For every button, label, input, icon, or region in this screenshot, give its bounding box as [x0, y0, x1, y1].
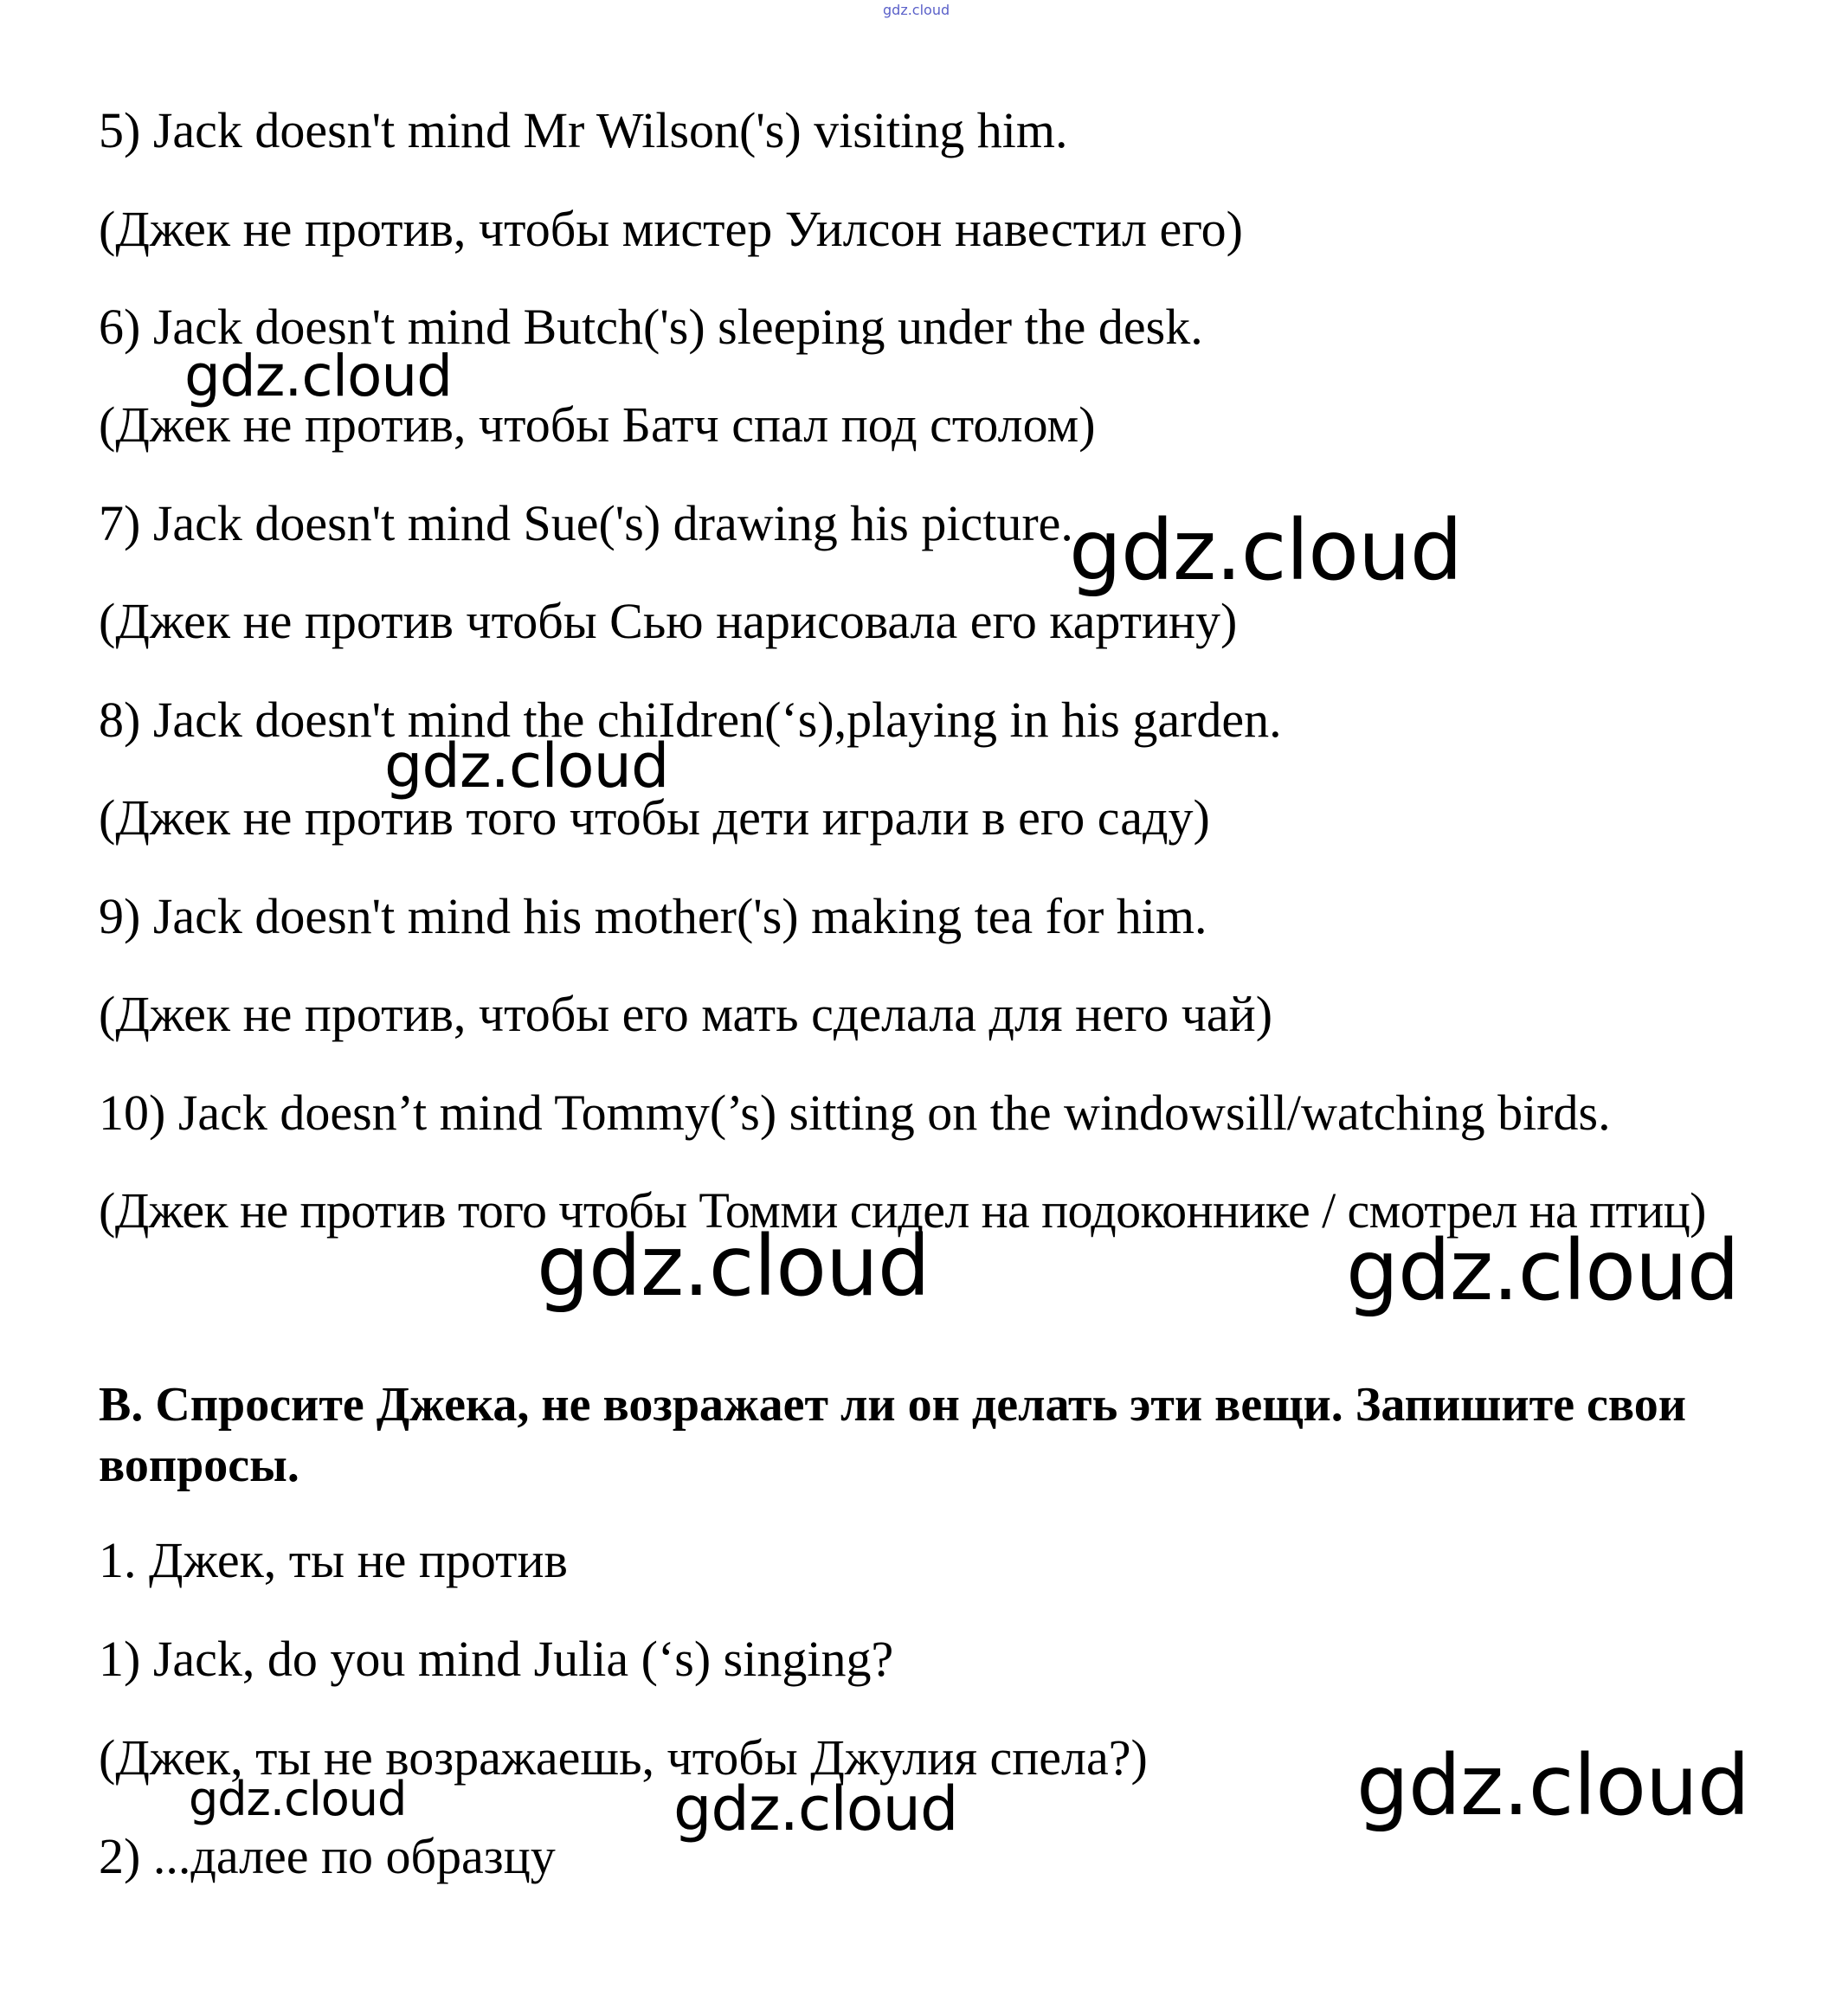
watermark-2: gdz.cloud — [1069, 502, 1462, 599]
watermark-5: gdz.cloud — [1346, 1222, 1739, 1319]
answer-7-english: 7) Jack doesn't mind Sue('s) drawing his picture. — [99, 495, 1073, 551]
answer-9-russian: (Джек не против, чтобы его мать сделала для него чай) — [99, 986, 1273, 1042]
section-b-continuation: 2) ...далее по образцу — [99, 1828, 556, 1884]
watermark-1: gdz.cloud — [184, 343, 453, 409]
answer-8-russian: (Джек не против того чтобы дети играли в его саду) — [99, 789, 1210, 846]
watermark-8: gdz.cloud — [1356, 1737, 1749, 1834]
section-b-intro: 1. Джек, ты не против — [99, 1532, 568, 1588]
section-b-example-russian: (Джек, ты не возражаешь, чтобы Джулия спела?) — [99, 1729, 1148, 1786]
answer-10-russian: (Джек не против того чтобы Томми сидел на подоконнике / смотрел на птиц) — [99, 1182, 1706, 1239]
answer-7-russian: (Джек не против чтобы Сью нарисовала его картину) — [99, 593, 1238, 649]
answer-9-english: 9) Jack doesn't mind his mother('s) making tea for him. — [99, 888, 1207, 944]
watermark-top: gdz.cloud — [883, 2, 950, 18]
answer-5-russian: (Джек не против, чтобы мистер Уилсон навестил его) — [99, 201, 1243, 257]
watermark-7: gdz.cloud — [673, 1773, 958, 1844]
answer-8-english: 8) Jack doesn't mind the chiIdren(‘s),playing in his garden. — [99, 692, 1282, 748]
answer-5-english: 5) Jack doesn't mind Mr Wilson('s) visiting him. — [99, 102, 1068, 158]
watermark-3: gdz.cloud — [384, 731, 669, 801]
watermark-6: gdz.cloud — [189, 1772, 407, 1826]
section-b-heading: B. Спросите Джека, не возражает ли он делать эти вещи. Запишите свои вопросы. — [99, 1378, 1687, 1492]
section-b-example-english: 1) Jack, do you mind Julia (‘s) singing? — [99, 1631, 894, 1687]
watermark-4: gdz.cloud — [537, 1218, 930, 1315]
answer-6-russian: (Джек не против, чтобы Батч спал под столом) — [99, 396, 1096, 453]
answer-6-english: 6) Jack doesn't mind Butch('s) sleeping under the desk. — [99, 299, 1203, 355]
answer-10-english: 10) Jack doesn’t mind Tommy(’s) sitting on the windowsill/watching birds. — [99, 1085, 1611, 1141]
